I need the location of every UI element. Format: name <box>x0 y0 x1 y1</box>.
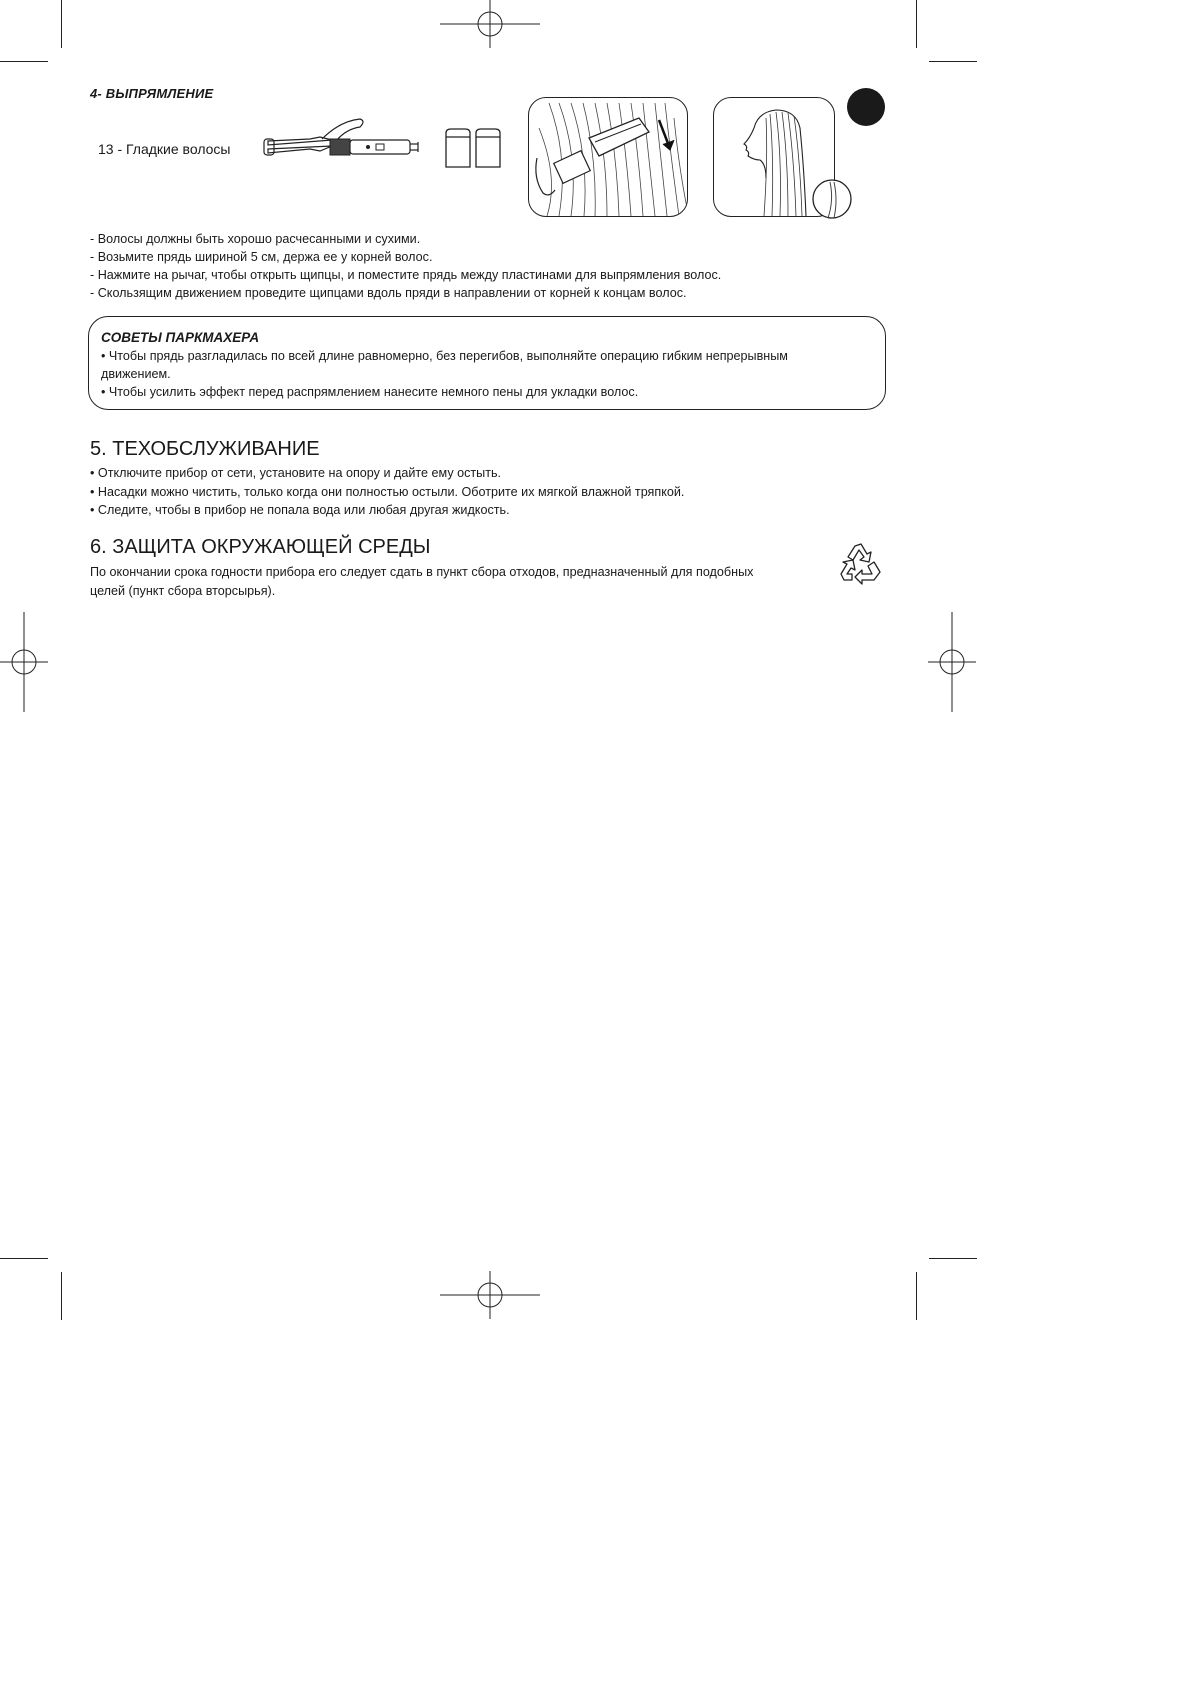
crop-mark <box>916 1272 917 1320</box>
environment-line: целей (пункт сбора вторсырья). <box>90 583 276 598</box>
step-line: - Возьмите прядь шириной 5 см, держа ее у корней волос. <box>90 250 433 264</box>
straightener-plates-icon <box>443 127 505 169</box>
environment-text <box>90 563 835 600</box>
section-4-title: 4- ВЫПРЯМЛЕНИЕ <box>90 86 214 101</box>
crop-mark <box>916 0 917 48</box>
tips-title: СОВЕТЫ ПАРКМАХЕРА <box>101 330 260 345</box>
registration-mark-right <box>928 612 976 712</box>
step-line: - Скользящим движением проведите щипцами вдоль пряди в направлении от корней к концам волос. <box>90 286 687 300</box>
crop-mark <box>929 61 977 62</box>
straightening-illustration <box>528 97 688 217</box>
tips-box <box>88 316 886 410</box>
section-5-title: 5. ТЕХОБСЛУЖИВАНИЕ <box>90 438 320 460</box>
crop-mark <box>61 0 62 48</box>
crop-mark <box>929 1258 977 1259</box>
tips-line: • Чтобы усилить эффект перед распрямлением нанесите немного пены для укладки волос. <box>101 385 639 399</box>
straightening-drawing <box>529 98 688 217</box>
registration-mark-bottom <box>440 1271 540 1319</box>
style-label: 13 - Гладкие волосы <box>98 141 231 157</box>
section-6-title: 6. ЗАЩИТА ОКРУЖАЮЩЕЙ СРЕДЫ <box>90 536 431 558</box>
crop-mark <box>0 1258 48 1259</box>
registration-mark-top <box>440 0 540 48</box>
recycle-icon <box>838 540 884 586</box>
crop-mark <box>0 61 48 62</box>
maintenance-list <box>90 464 870 520</box>
crop-mark <box>61 1272 62 1320</box>
tips-line: движением. <box>101 367 171 381</box>
environment-line: По окончании срока годности прибора его следует сдать в пункт сбора отходов, предназначенный для подобных <box>90 565 754 579</box>
registration-mark-left <box>0 612 48 712</box>
step-line: - Нажмите на рычаг, чтобы открыть щипцы, и поместите прядь между пластинами для выпрямления волос. <box>90 268 722 282</box>
maintenance-item: • Отключите прибор от сети, установите на опору и дайте ему остыть. <box>90 466 502 480</box>
straightening-steps <box>90 230 870 302</box>
maintenance-item: • Насадки можно чистить, только когда они полностью остыли. Оботрите их мягкой влажной тряпкой. <box>90 484 685 499</box>
maintenance-item: • Следите, чтобы в прибор не попала вода или любая другая жидкость. <box>90 503 510 517</box>
tips-line: • Чтобы прядь разгладилась по всей длине равномерно, без перегибов, выполняйте операцию гибким непрерывным <box>101 349 788 363</box>
language-marker <box>847 88 885 126</box>
straightener-attachment-icon <box>260 113 430 175</box>
hair-detail-zoom-icon <box>812 176 852 222</box>
step-line: - Волосы должны быть хорошо расчесанными и сухими. <box>90 232 421 246</box>
